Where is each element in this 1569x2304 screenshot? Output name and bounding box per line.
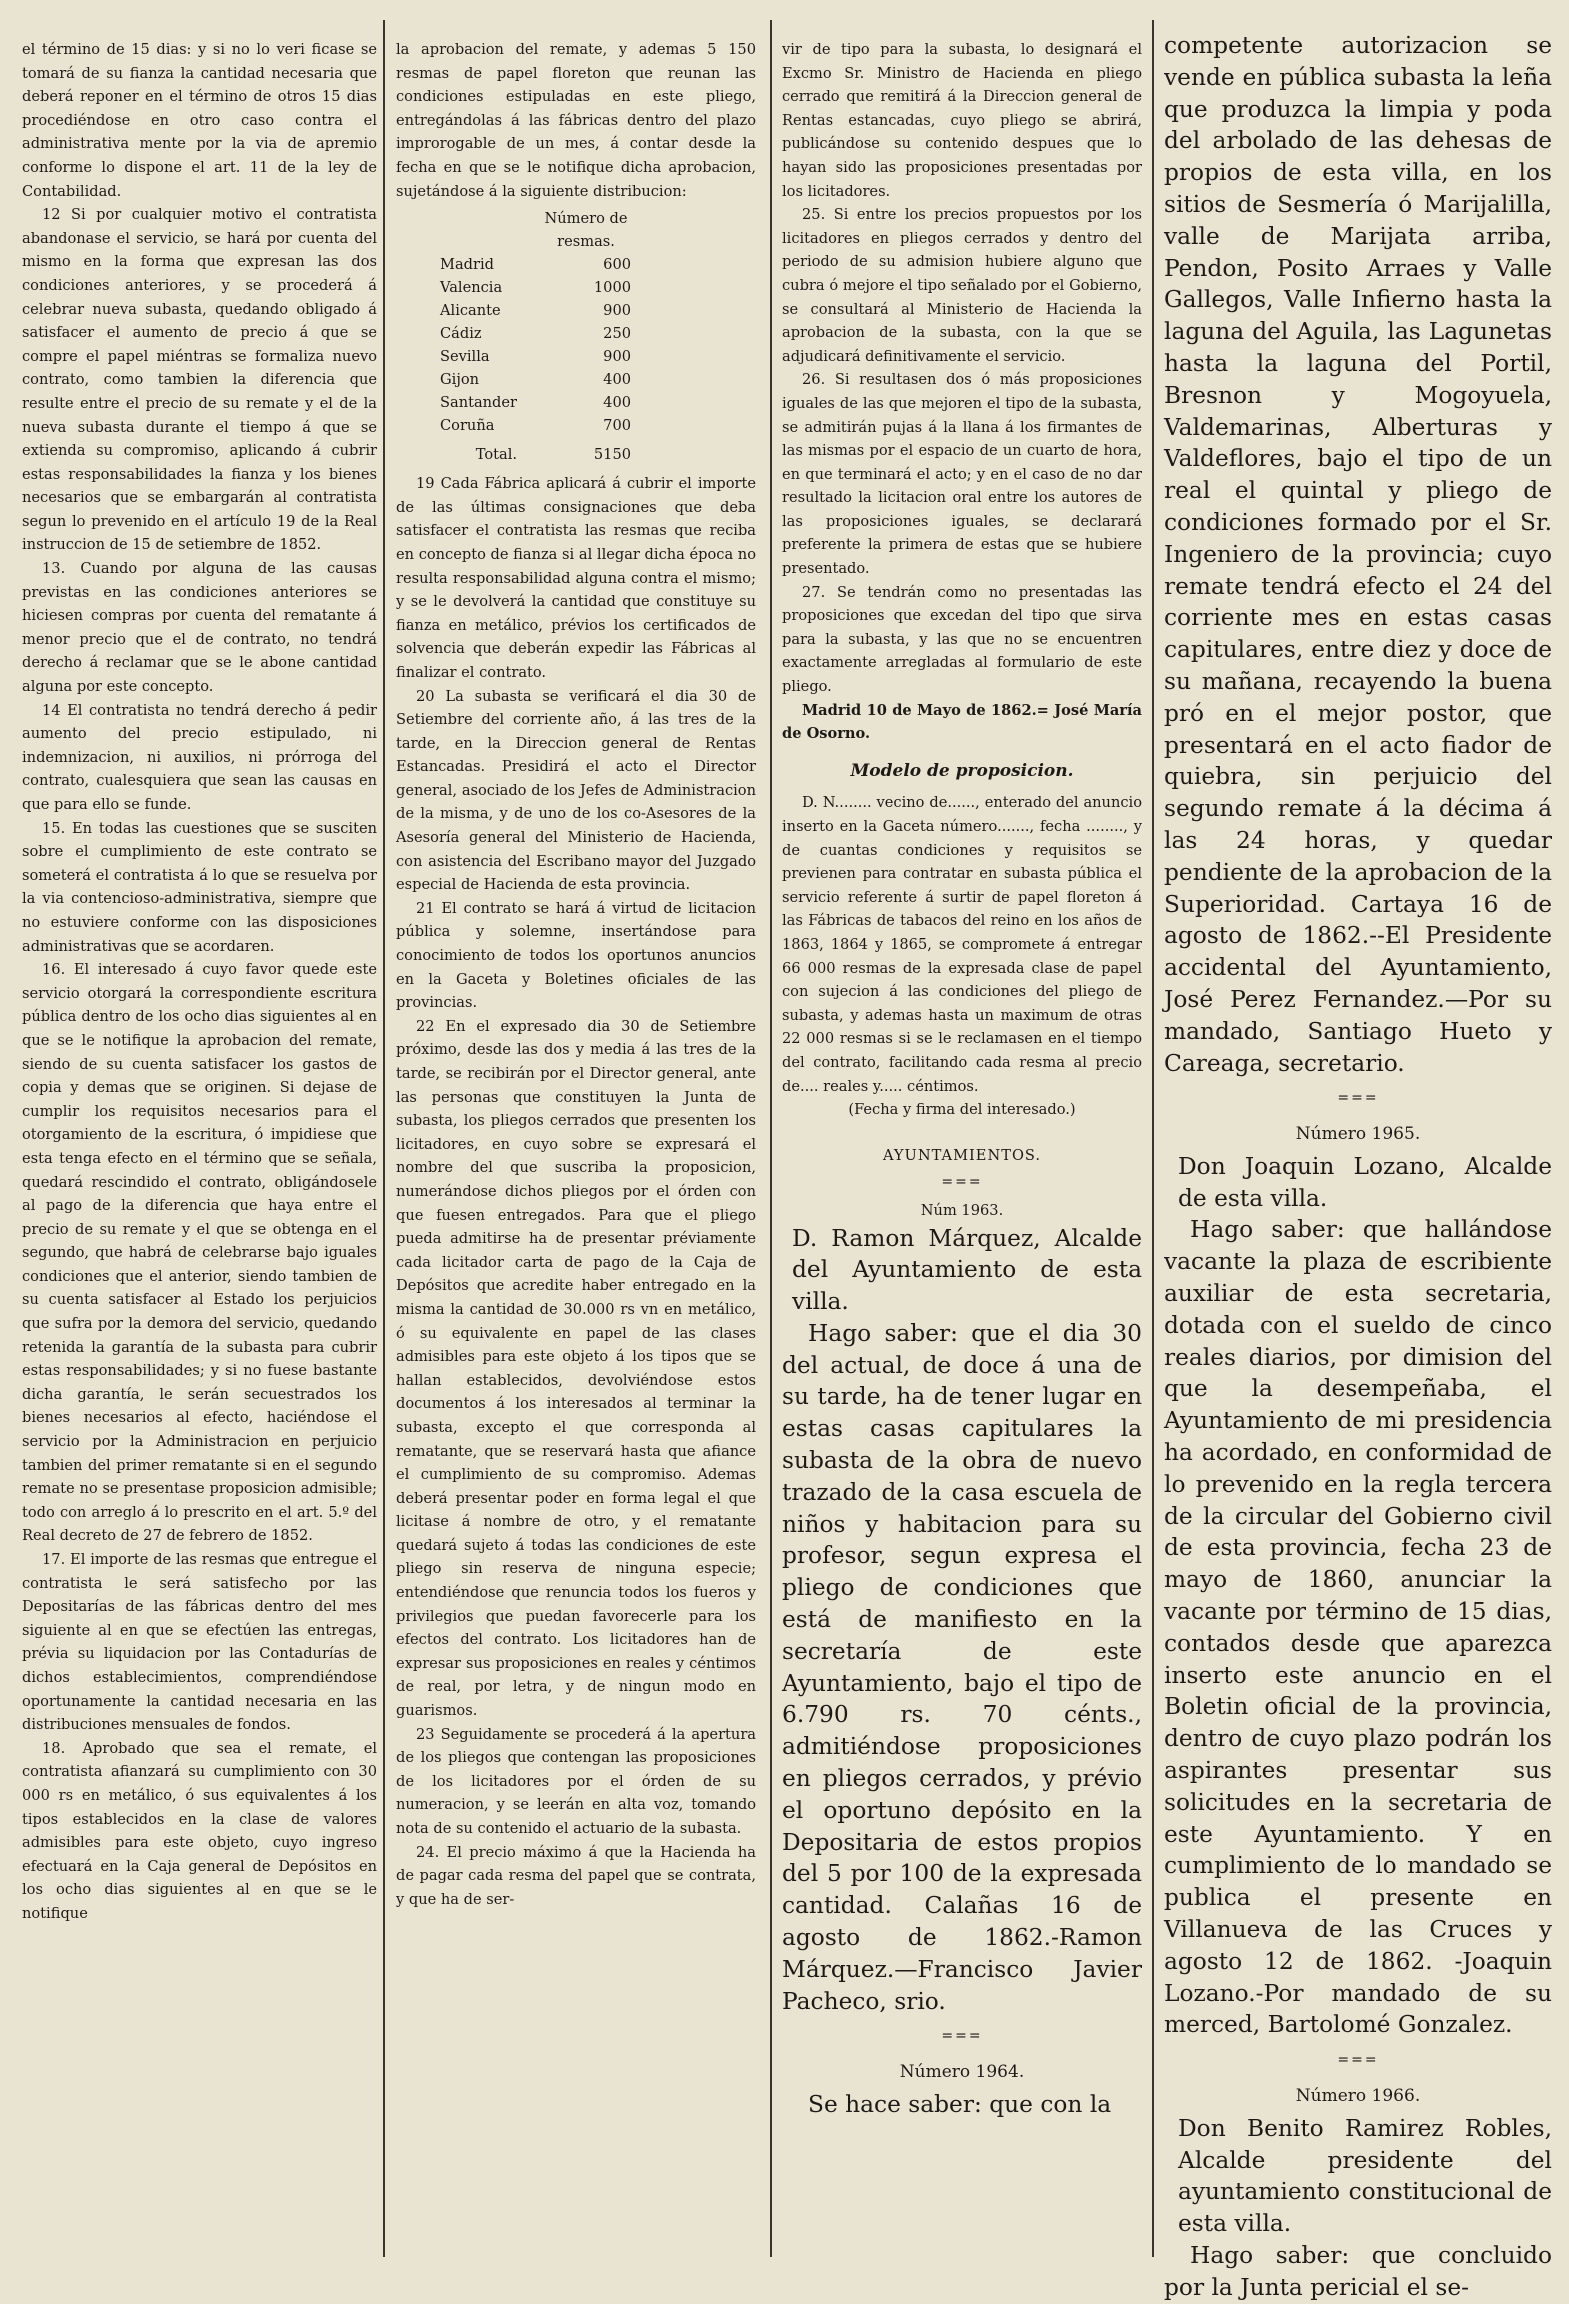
- paragraph: 27. Se tendrán como no presentadas las proposiciones que excedan del tipo que sirva para la subasta, y las que no se encuentren exactamente arregladas al formulario de este pliego.: [782, 583, 1142, 696]
- signature: Madrid 10 de Mayo de 1862.= José María de Osorno.: [782, 701, 1142, 743]
- column-1: [22, 38, 377, 1926]
- notice-number: Núm 1963.: [920, 1201, 1004, 1219]
- notice-number: Número 1966.: [1295, 2086, 1421, 2106]
- model-signature: (Fecha y firma del interesado.): [848, 1101, 1076, 1119]
- paragraph: 16. El interesado á cuyo favor quede este servicio otorgará la correspondiente escritura pública dentro de los ocho dias siguientes al en que se le notifique la aprobacion del remate, siendo de su cuenta satisfacer los gastos de copia y demas que se originen. Si dejase de cumplir los requisitos necesarios para el otorgamiento de la escritura, ó impidiese que esta tenga efecto en el término que se señala, quedará rescindido el contrato, obligándosele al pago de la diferencia que haya entre el precio de su remate y el que se obtenga en el segundo, que habrá de celebrarse bajo iguales condiciones que el anterior, siendo tambien de su cuenta satisfacer al Estado los perjuicios que sufra por la demora del servicio, quedando retenida la garantía de la subasta para cubrir estas responsabilidades; y si no fuese bastante dicha garantía, le serán secuestrados los bienes necesarios al efecto, haciéndose el servicio por la Administracion en perjuicio tambien del primer rematante si en el segundo remate no se presentase proposicion admisible; todo con arreglo á lo prescrito en el art. 5.º del Real decreto de 27 de febrero de 1852.: [22, 961, 377, 1545]
- table-row: Gijon 400: [440, 371, 632, 389]
- ornament: ===: [1337, 1090, 1379, 1107]
- notice-number: Número 1964.: [899, 2062, 1025, 2083]
- table-header: Número de resmas.: [544, 210, 628, 251]
- column-rule: [770, 20, 772, 2257]
- paragraph: 17. El importe de las resmas que entregue el contratista le será satisfecho por las Depositarías de las fábricas dentro del mes siguiente al en que se efectúen las entregas, prévia su liquidacion por las Contadurías de dichos establecimientos, comprendiéndose oportunamente la cantidad necesaria en las distribuciones mensuales de fondos.: [22, 1551, 377, 1734]
- column-rule: [1152, 20, 1154, 2257]
- table-row: Cádiz 250: [440, 325, 632, 343]
- paragraph: 12 Si por cualquier motivo el contratista abandonase el servicio, se hará por cuenta del mismo en la forma que expresan las dos condiciones anteriores, y se procederá á celebrar nueva subasta, quedando obligado á satisfacer el aumento de precio á que se compre el papel miéntras se formaliza nuevo contrato, como tambien la diferencia que resulte entre el precio de su remate y el de la nueva subasta durante el tiempo á que se extienda su compromiso, aplicando á cubrir estas responsabilidades la fianza y los bienes necesarios que se embargarán al contratista segun lo prevenido en el artículo 19 de la Real instruccion de 15 de setiembre de 1852.: [22, 206, 377, 554]
- paragraph: 22 En el expresado dia 30 de Setiembre próximo, desde las dos y media á las tres de la tarde, se recibirán por el Director general, ante las personas que constituyen la Junta de subasta, los pliegos cerrados que presenten los licitadores, en cuyo sobre se expresará el nombre del que suscriba la proposicion, numerándose dichos pliegos por el órden con que fuesen entregados. Para que el pliego pueda admitirse ha de presentar préviamente cada licitador carta de pago de la Caja de Depósitos que acredite haber entregado en la misma la cantidad de 30.000 rs vn en metálico, ó su equivalente en papel de las clases admisibles para este objeto á los tipos que se hallan establecidos, devolviéndose estos documentos á los interesados al terminar la subasta, excepto el que corresponda al rematante, que se reservará hasta que afiance el cumplimiento de su compromiso. Ademas deberá presentar poder en forma legal el que licitase á nombre de otro, y el rematante quedará sujeto á todas las condiciones de este pliego sin reserva de ninguna especie; entendiéndose que renuncia todos los fueros y privilegios que puedan favorecerle para los efectos del contrato. Los licitadores han de expresar sus proposiciones en reales y céntimos de real, por letra, y de ningun modo en guarismos.: [396, 1017, 756, 1720]
- ornament: ===: [941, 1174, 983, 1191]
- model-title: Modelo de proposicion.: [850, 760, 1074, 781]
- paragraph: 23 Seguidamente se procederá á la apertura de los pliegos que contengan las proposiciones de los licitadores por el órden de su numeracion, y se leerán en alta voz, tomando nota de su contenido el actuario de la subasta.: [396, 1725, 756, 1837]
- paragraph: competente autorizacion se vende en pública subasta la leña que produzca la limpia y poda del arbolado de las dehesas de propios de esta villa, en los sitios de Sesmería ó Marijalilla, valle de Marijata arriba, Pendon, Posito Arraes y Valle Gallegos, Valle Infierno hasta la laguna del Aguila, las Lagunetas hasta la laguna del Portil, Bresnon y Mogoyuela, Valdemarinas, Alberturas y Valdeflores, bajo el tipo de un real el quintal y pliego de condiciones formado por el Sr. Ingeniero de la provincia; cuyo remate tendrá efecto el 24 del corriente mes en estas casas capitulares, entre diez y doce de su mañana, recayendo la buena pró en el mejor postor, que presentará en el acto fiador de quiebra, sin perjuicio del segundo remate á la décima á las 24 horas, y quedar pendiente de la aprobacion de la Superioridad. Cartaya 16 de agosto de 1862.--El Presidente accidental del Ayuntamiento, José Perez Fernandez.—Por su mandado, Santiago Hueto y Careaga, secretario.: [1164, 32, 1552, 1077]
- paragraph: Se hace saber: que con la: [808, 2091, 1112, 2119]
- paragraph: 26. Si resultasen dos ó más proposiciones iguales de las que mejoren el tipo de la subasta, se admitirán pujas á la llana á los firmantes de las mismas por el espacio de un cuarto de hora, en que terminará el acto; y en el caso de no dar resultado la licitacion oral entre los autores de las proposiciones iguales, se declarará preferente la primera de estas que se hubiere presentado.: [782, 371, 1142, 578]
- ornament: ===: [1337, 2052, 1379, 2069]
- column-rule: [383, 20, 385, 2257]
- column-3: [782, 38, 1142, 2121]
- model-text: D. N........ vecino de......, enterado del anuncio inserto en la Gaceta número......., fecha ........, y de cuantas condiciones y requisitos se previenen para contratar en subasta pública el servicio referente á surtir de papel floreton á las Fábricas de tabacos del reino en los años de 1863, 1864 y 1865, se compromete á entregar 66 000 resmas de la expresada clase de papel con sujecion á las condiciones del pliego de subasta, y ademas hasta un maximum de otras 22 000 resmas si se le reclamasen en el tiempo del contrato, facilitando cada resma al precio de.... reales y..... céntimos.: [782, 794, 1142, 1095]
- paragraph: 15. En todas las cuestiones que se susciten sobre el cumplimiento de este contrato se someterá el contratista á lo que se resuelva por la via contencioso-administrativa, siempre que no estuviere conforme con las disposiciones administrativas que se acordaren.: [22, 819, 377, 955]
- table-row: Coruña 700: [440, 417, 632, 435]
- table-row: Sevilla 900: [440, 348, 632, 366]
- paragraph: la aprobacion del remate, y ademas 5 150 resmas de papel floreton que reunan las condiciones estipuladas en este pliego, entregándolas á las fábricas dentro del plazo improrogable de un mes, á contar desde la fecha en que se le notifique dicha aprobacion, sujetándose á la siguiente distribucion:: [396, 41, 756, 200]
- paragraph: Hago saber: que hallándose vacante la plaza de escribiente auxiliar de esta secretaria, dotada con el sueldo de cinco reales diarios, por dimision del que la desempeñaba, el Ayuntamiento de mi presidencia ha acordado, en conformidad de lo prevenido en la regla tercera de la circular del Gobierno civil de esta provincia, fecha 23 de mayo de 1860, anunciar la vacante por término de 15 dias, contados desde que aparezca inserto este anuncio en el Boletin oficial de la provincia, dentro de cuyo plazo podrán los aspirantes presentar sus solicitudes en la secretaria de este Ayuntamiento. Y en cumplimiento de lo mandado se publica el presente en Villanueva de las Cruces y agosto 12 de 1862. -Joaquin Lozano.-Por mandado de su merced, Bartolomé Gonzalez.: [1164, 1216, 1552, 2039]
- paragraph: Hago saber: que el dia 30 del actual, de doce á una de su tarde, ha de tener lugar en estas casas capitulares la subasta de la obra de nuevo trazado de la casa escuela de niños y habitacion para su profesor, segun expresa el pliego de condiciones que está de manifiesto en la secretaría de este Ayuntamiento, bajo el tipo de 6.790 rs. 70 cénts., admitiéndose proposiciones en pliegos cerrados, y prévio el oportuno depósito en la Depositaria de estos propios del 5 por 100 de la expresada cantidad. Calañas 16 de agosto de 1862.-Ramon Márquez.—Francisco Javier Pacheco, srio.: [782, 1319, 1142, 2015]
- notice-header: D. Ramon Márquez, Alcalde del Ayuntamiento de esta villa.: [792, 1224, 1142, 1316]
- section-title: AYUNTAMIENTOS.: [882, 1146, 1042, 1164]
- notice-header: Don Joaquin Lozano, Alcalde de esta villa.: [1178, 1152, 1552, 1212]
- paragraph: 18. Aprobado que sea el remate, el contratista afianzará su cumplimiento con 30 000 rs en metálico, ó sus equivalentes á los tipos establecidos en la clase de valores admisibles para este objeto, cuyo ingreso efectuará en la Caja general de Depósitos en los ocho dias siguientes al en que se le notifique: [22, 1739, 377, 1922]
- paragraph: vir de tipo para la subasta, lo designará el Excmo Sr. Ministro de Hacienda en pliego cerrado que remitirá á la Direccion general de Rentas estancadas, cuyo pliego se abrirá, publicándose su contenido despues que lo hayan sido las proposiciones presentadas por los licitadores.: [782, 41, 1142, 200]
- notice-header: Don Benito Ramirez Robles, Alcalde presidente del ayuntamiento constitucional de esta villa.: [1178, 2114, 1552, 2238]
- paragraph: Hago saber: que concluido por la Junta pericial el se-: [1164, 2241, 1552, 2301]
- paragraph: 14 El contratista no tendrá derecho á pedir aumento del precio estipulado, ni indemnizacion, ni auxilios, ni prórroga del contrato, cualesquiera que sean las causas en que para ello se funde.: [22, 701, 377, 813]
- paragraph: 21 El contrato se hará á virtud de licitacion pública y solemne, insertándose para conocimiento de todos los oportunos anuncios en la Gaceta y Boletines oficiales de las provincias.: [396, 899, 756, 1012]
- table-row: Alicante 900: [440, 302, 632, 320]
- resmas-table: [436, 207, 635, 466]
- notice-number: Número 1965.: [1295, 1124, 1421, 1145]
- table-row: Valencia 1000: [440, 279, 632, 297]
- column-4: [1164, 30, 1552, 2304]
- table-total: Total. 5150: [475, 446, 632, 464]
- table-row: Madrid 600: [440, 256, 632, 274]
- paragraph: 25. Si entre los precios propuestos por los licitadores en pliegos cerrados y dentro del periodo de su admision hubiere alguno que cubra ó mejore el tipo señalado por el Gobierno, se consultará al Ministerio de Hacienda la aprobacion de la subasta, con la que se adjudicará definitivamente el servicio.: [782, 206, 1142, 365]
- paragraph: 19 Cada Fábrica aplicará á cubrir el importe de las últimas consignaciones que deba satisfacer el contratista las resmas que reciba en concepto de fianza si al llegar dicha época no resulta responsabilidad alguna contra el mismo; y se le devolverá la cantidad que constituye su fianza en metálico, prévios los certificados de solvencia que deberán expedir las Fábricas al finalizar el contrato.: [396, 475, 756, 681]
- table-row: Santander 400: [440, 394, 632, 412]
- paragraph: 20 La subasta se verificará el dia 30 de Setiembre del corriente año, á las tres de la tarde, en la Direccion general de Rentas Estancadas. Presidirá el acto el Director general, asociado de los Jefes de Administracion de la misma, y de uno de los co-Asesores de la Asesoría general del Ministerio de Hacienda, con asistencia del Escribano mayor del Juzgado especial de Hacienda de esta provincia.: [396, 687, 756, 894]
- paragraph: el término de 15 dias: y si no lo veri ficase se tomará de su fianza la cantidad necesaria que deberá reponer en el término de otros 15 dias procediéndose en otro caso contra el administrativa mente por la via de apremio conforme lo dispone el art. 11 de la ley de Contabilidad.: [22, 41, 377, 200]
- paragraph: 24. El precio máximo á que la Hacienda ha de pagar cada resma del papel que se contrata, y que ha de ser-: [396, 1843, 756, 1908]
- column-2: [396, 38, 756, 1911]
- ornament: ===: [941, 2028, 983, 2045]
- paragraph: 13. Cuando por alguna de las causas previstas en las condiciones anteriores se hiciesen compras por cuenta del rematante á menor precio que el de contrato, no tendrá derecho á reclamar que se le abone cantidad alguna por este concepto.: [22, 560, 377, 696]
